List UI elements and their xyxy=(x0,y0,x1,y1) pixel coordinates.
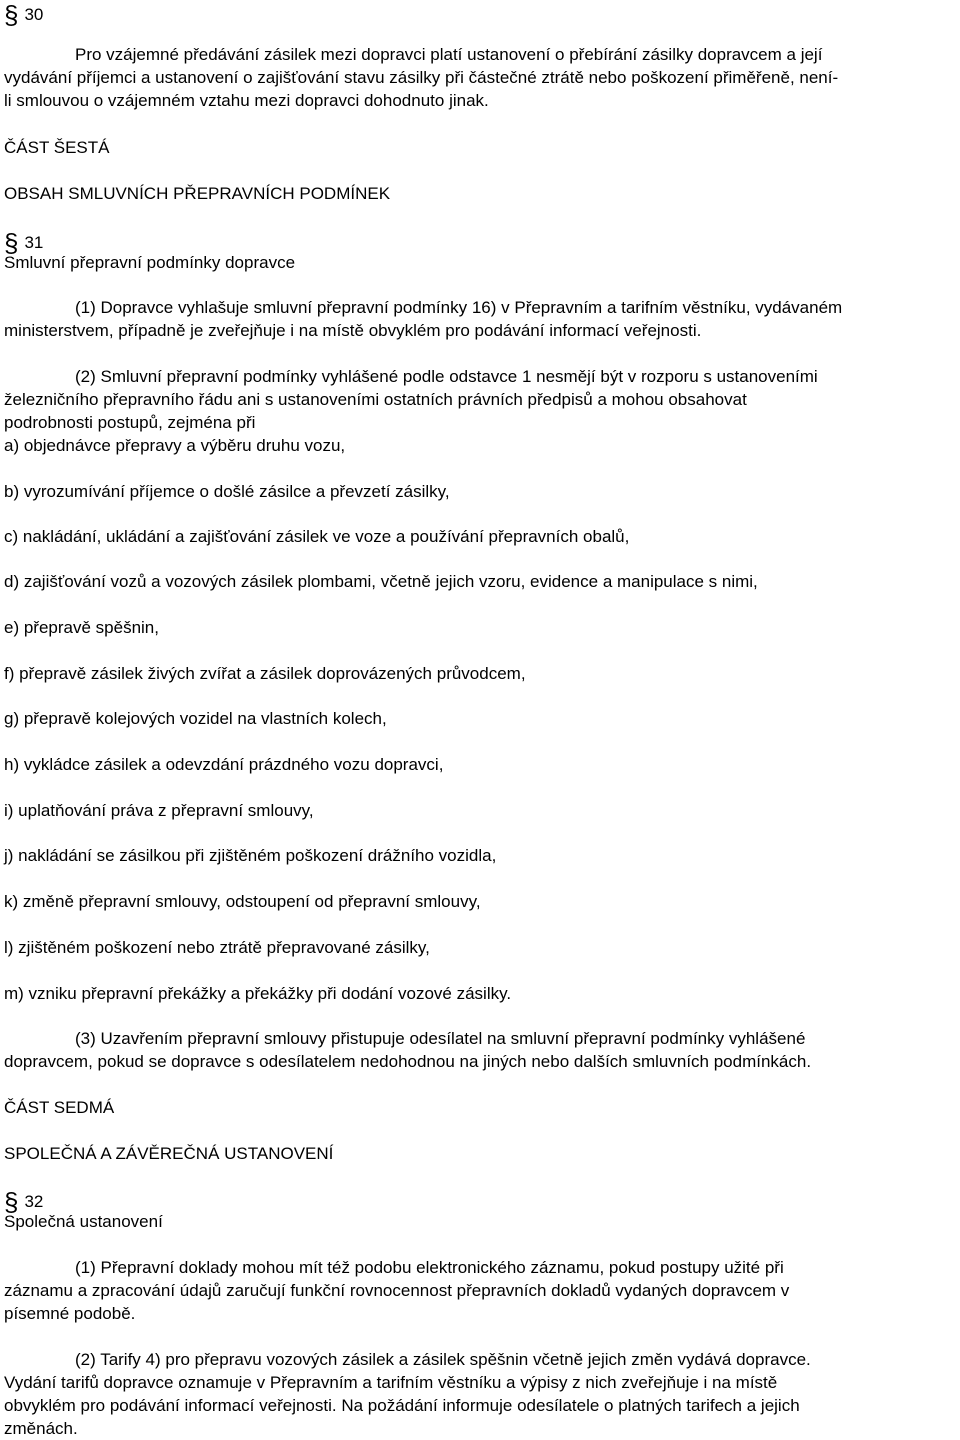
section-32-p2-line-2: Vydání tarifů dopravce oznamuje v Přepravním a tarifním věstníku a výpisy z nich zveřejňuje i na místě xyxy=(4,1373,778,1392)
part-6-title: ČÁST ŠESTÁ xyxy=(4,138,110,157)
part-6-subtitle: OBSAH SMLUVNÍCH PŘEPRAVNÍCH PODMÍNEK xyxy=(4,184,391,203)
section-31-p2-line-3: podrobnosti postupů, zejména při xyxy=(4,413,256,432)
section-31-p2-line-2: železničního přepravního řádu ani s ustanoveními ostatních právních předpisů a mohou obsahovat xyxy=(4,390,747,409)
section-31-p2-line-1: (2) Smluvní přepravní podmínky vyhlášené podle odstavce 1 nesmějí být v rozporu s ustanoveními xyxy=(75,367,818,386)
list-item-k: k) změně přepravní smlouvy, odstoupení od přepravní smlouvy, xyxy=(4,892,481,911)
list-item-l: l) zjištěném poškození nebo ztrátě přepravované zásilky, xyxy=(4,938,430,957)
section-32-p1-line-1: (1) Přepravní doklady mohou mít též podobu elektronického záznamu, pokud postupy užité při xyxy=(75,1258,784,1277)
part-7-subtitle: SPOLEČNÁ A ZÁVĚREČNÁ USTANOVENÍ xyxy=(4,1144,334,1163)
list-item-a: a) objednávce přepravy a výběru druhu vozu, xyxy=(4,436,346,455)
section-31-p3-line-2: dopravcem, pokud se dopravce s odesílatelem nedohodnou na jiných nebo dalších smluvních podmínkách. xyxy=(4,1052,812,1071)
section-32-p2-line-3: obvyklém pro podávání informací veřejnosti. Na požádání informuje odesílatele o platných tarifech a jejich xyxy=(4,1396,800,1415)
section-32-p2-line-4: změnách. xyxy=(4,1419,78,1438)
section-31-p1-line-1: (1) Dopravce vyhlašuje smluvní přepravní podmínky 16) v Přepravním a tarifním věstníku, vydávaném xyxy=(75,298,843,317)
list-item-h: h) vykládce zásilek a odevzdání prázdného vozu dopravci, xyxy=(4,755,444,774)
section-31-heading: § 31 xyxy=(4,228,43,254)
list-item-i: i) uplatňování práva z přepravní smlouvy, xyxy=(4,801,314,820)
list-item-f: f) přepravě zásilek živých zvířat a zásilek doprovázených průvodcem, xyxy=(4,664,526,683)
list-item-e: e) přepravě spěšnin, xyxy=(4,618,159,637)
list-item-m: m) vzniku přepravní překážky a překážky při dodání vozové zásilky. xyxy=(4,984,512,1003)
section-32-p1-line-2: záznamu a zpracování údajů zaručují funkční rovnocennost přepravních dokladů vydaných dopravcem v xyxy=(4,1281,790,1300)
section-32-heading: § 32 xyxy=(4,1187,43,1213)
section-30-line-1: Pro vzájemné předávání zásilek mezi dopravci platí ustanovení o přebírání zásilky dopravcem a její xyxy=(75,45,823,64)
section-31-p1-line-2: ministerstvem, případně je zveřejňuje i na místě obvyklém pro podávání informací veřejnosti. xyxy=(4,321,702,340)
list-item-g: g) přepravě kolejových vozidel na vlastních kolech, xyxy=(4,709,387,728)
part-7-title: ČÁST SEDMÁ xyxy=(4,1098,115,1117)
list-item-b: b) vyrozumívání příjemce o došlé zásilce a převzetí zásilky, xyxy=(4,482,450,501)
section-30-line-3: li smlouvou o vzájemném vztahu mezi dopravci dohodnuto jinak. xyxy=(4,91,489,110)
section-32-title: Společná ustanovení xyxy=(4,1212,163,1231)
section-32-p2-line-1: (2) Tarify 4) pro přepravu vozových zásilek a zásilek spěšnin včetně jejich změn vydává dopravce. xyxy=(75,1350,811,1369)
section-31-p3-line-1: (3) Uzavřením přepravní smlouvy přistupuje odesílatel na smluvní přepravní podmínky vyhlášené xyxy=(75,1029,806,1048)
list-item-j: j) nakládání se zásilkou při zjištěném poškození drážního vozidla, xyxy=(4,846,497,865)
list-item-c: c) nakládání, ukládání a zajišťování zásilek ve voze a používání přepravních obalů, xyxy=(4,527,630,546)
section-32-p1-line-3: písemné podobě. xyxy=(4,1304,136,1323)
list-item-d: d) zajišťování vozů a vozových zásilek plombami, včetně jejich vzoru, evidence a manipulace s nimi, xyxy=(4,572,758,591)
section-30-line-2: vydávání příjemci a ustanovení o zajišťování stavu zásilky při částečné ztrátě nebo poškození přiměřeně, není- xyxy=(4,68,839,87)
section-30-heading: § 30 xyxy=(4,0,43,26)
section-31-title: Smluvní přepravní podmínky dopravce xyxy=(4,253,296,272)
